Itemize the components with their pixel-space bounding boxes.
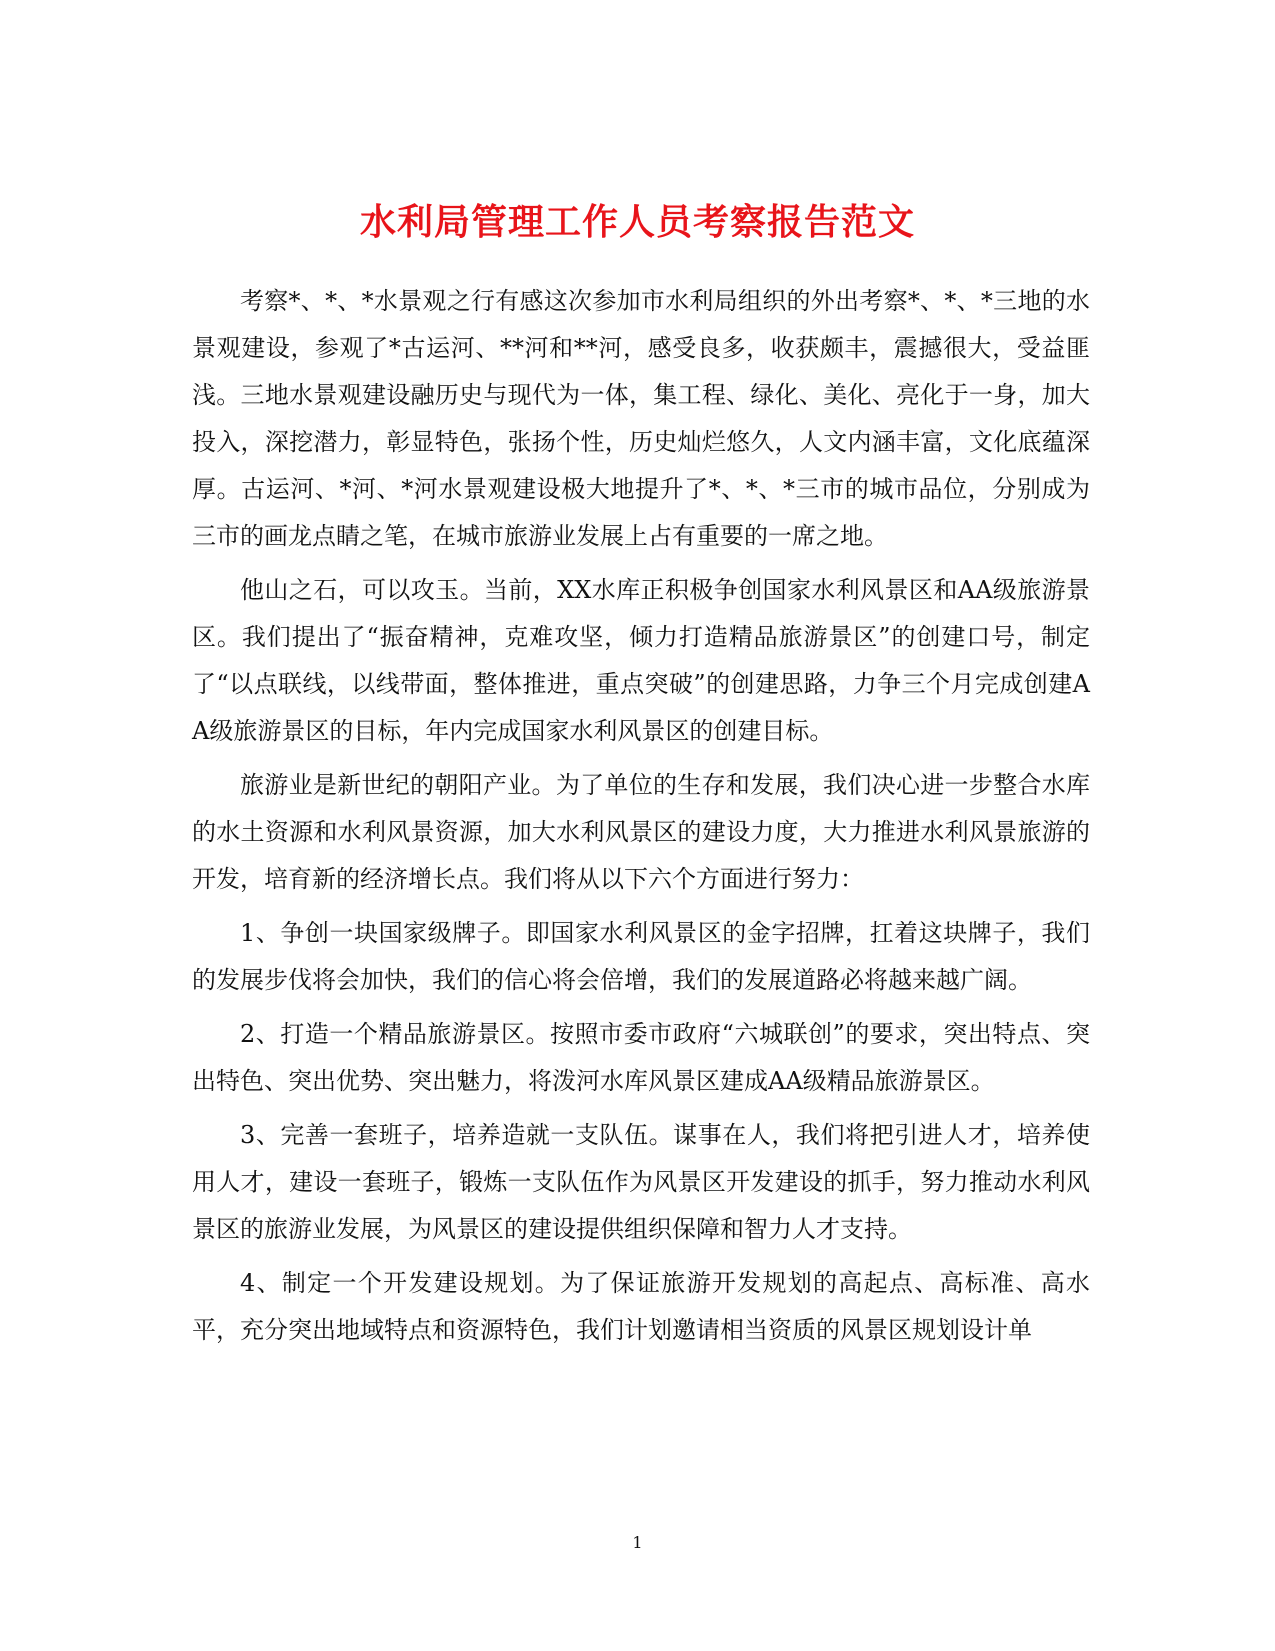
paragraph-item-1: 1、争创一块国家级牌子。即国家水利风景区的金字招牌，扛着这块牌子，我们的发展步伐将会加快，我们的信心将会倍增，我们的发展道路必将越来越广阔。 xyxy=(192,919,1090,994)
paragraph-2: 他山之石，可以攻玉。当前，XX水库正积极争创国家水利风景区和AA级旅游景区。我们提出了“振奋精神，克难攻坚，倾力打造精品旅游景区”的创建口号，制定了“以点联线，以线带面，整体推进，重点突破”的创建思路，力争三个月完成创建AA级旅游景区的目标，年内完成国家水利风景区的创建目标。 xyxy=(192,576,1090,745)
paragraph-1: 考察*、*、*水景观之行有感这次参加市水利局组织的外出考察*、*、*三地的水景观建设，参观了*古运河、**河和**河，感受良多，收获颇丰，震撼很大，受益匪浅。三地水景观建设融历史与现代为一体，集工程、绿化、美化、亮化于一身，加大投入，深挖潜力，彰显特色，张扬个性，历史灿烂悠久，人文内涵丰富，文化底蕴深厚。古运河、*河、*河水景观建设极大地提升了*、*、*三市的城市品位，分别成为三市的画龙点睛之笔，在城市旅游业发展上占有重要的一席之地。 xyxy=(192,287,1090,550)
paragraph-item-3: 3、完善一套班子，培养造就一支队伍。谋事在人，我们将把引进人才，培养使用人才，建设一套班子，锻炼一支队伍作为风景区开发建设的抓手，努力推动水利风景区的旅游业发展，为风景区的建设提供组织保障和智力人才支持。 xyxy=(192,1121,1090,1243)
document-body xyxy=(192,278,1090,1361)
paragraph-item-2: 2、打造一个精品旅游景区。按照市委市政府“六城联创”的要求，突出特点、突出特色、突出优势、突出魅力，将泼河水库风景区建成AA级精品旅游景区。 xyxy=(192,1020,1090,1095)
paragraph-item-4: 4、制定一个开发建设规划。为了保证旅游开发规划的高起点、高标准、高水平，充分突出地域特点和资源特色，我们计划邀请相当资质的风景区规划设计单 xyxy=(192,1269,1090,1344)
document-title: 水利局管理工作人员考察报告范文 xyxy=(359,201,915,244)
paragraph-3: 旅游业是新世纪的朝阳产业。为了单位的生存和发展，我们决心进一步整合水库的水土资源和水利风景资源，加大水利风景区的建设力度，大力推进水利风景旅游的开发，培育新的经济增长点。我们将从以下六个方面进行努力： xyxy=(192,771,1090,893)
page-number: 1 xyxy=(632,1533,643,1552)
